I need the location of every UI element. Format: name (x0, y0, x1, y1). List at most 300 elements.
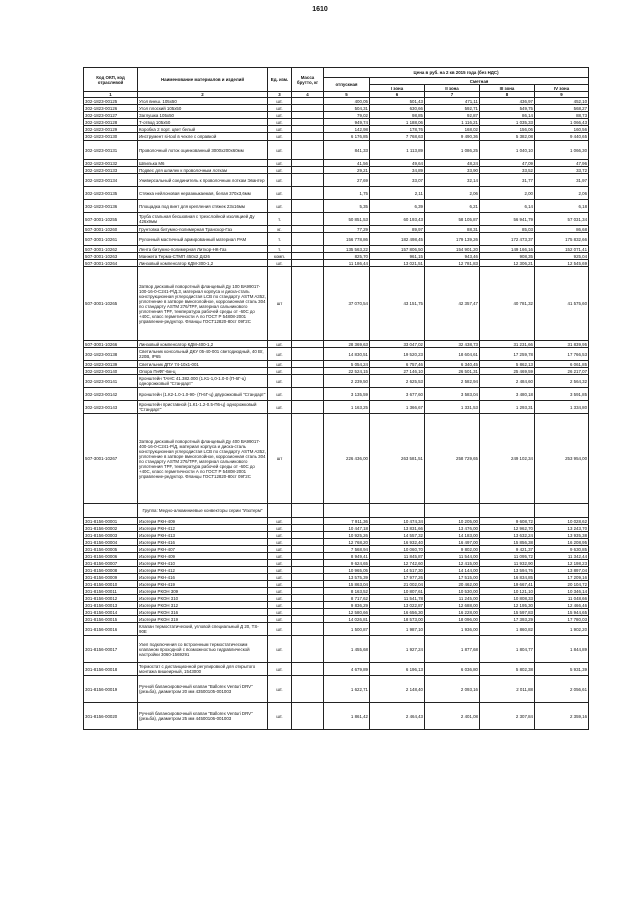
cell-price-zone-4: 10 028,62 (535, 518, 589, 525)
cell-price-zone-1: 14 557,32 (370, 532, 425, 539)
cell-name: Изотерм РКН-412 (138, 525, 268, 532)
cell-price-zone-1: 16 656,30 (370, 609, 425, 616)
table-row (84, 226, 589, 233)
cell-price-release: 3 135,59 (324, 388, 370, 401)
cell-name: Изотерм РКН-416 (138, 539, 268, 546)
cell-unit: шт. (268, 539, 292, 546)
table-row (84, 518, 589, 525)
cell-price-zone-1: 21 002,04 (370, 581, 425, 588)
cell-price-release: 10 965,05 (324, 567, 370, 574)
cell-price-zone-4: 1 334,80 (535, 401, 589, 414)
cell-code: 301-8156-00007 (84, 560, 138, 567)
cell-price-zone-2: 42 357,47 (425, 267, 480, 341)
cell-price-zone-3: 10 121,10 (480, 588, 535, 595)
table-row (84, 368, 589, 375)
cell-price-zone-4: 6 061,85 (535, 361, 589, 368)
cell-price-zone-3: 1 035,33 (480, 119, 535, 126)
cell-mass (292, 623, 324, 636)
cell-price-release: 28 369,63 (324, 341, 370, 348)
cell-code: 302-1823-00134 (84, 174, 138, 187)
table-row (84, 623, 589, 636)
cell-price-release: 14 830,51 (324, 348, 370, 361)
cell-price-zone-3: 5 802,38 (480, 663, 535, 676)
cell-unit: шт. (268, 375, 292, 388)
cell-price-zone-4: 1 066,30 (535, 141, 589, 160)
cell-price-zone-2: 13 476,00 (425, 525, 480, 532)
cell-mass (292, 253, 324, 260)
table-row (84, 388, 589, 401)
cell-price-zone-4: 1 066,43 (535, 119, 589, 126)
cell-price-zone-3: 17 259,78 (480, 348, 535, 361)
cell-price-zone-3: 549,75 (480, 105, 535, 112)
col-number: 3 (268, 92, 292, 98)
cell-code: 301-8156-00015 (84, 616, 138, 623)
cell-code: 301-8156-00010 (84, 581, 138, 588)
cell-price-zone-1: 7 768,63 (370, 133, 425, 141)
table-row (84, 98, 589, 105)
table-row (84, 595, 589, 602)
cell-price-release: 41,56 (324, 160, 370, 167)
cell-mass (292, 200, 324, 213)
group-empty-cell (84, 504, 138, 518)
cell-name: Угол внеш. 105х50 (138, 98, 268, 105)
cell-price-zone-4: 452,10 (535, 98, 589, 105)
cell-price-zone-2: 16 497,00 (425, 539, 480, 546)
cell-name: Изотерм РКОН 319 (138, 616, 268, 623)
cell-price-zone-1: 43 151,75 (370, 267, 425, 341)
table-row (84, 105, 589, 112)
table-row (84, 567, 589, 574)
cell-unit: шт. (268, 112, 292, 119)
cell-unit: шт. (268, 636, 292, 663)
table-row (84, 187, 589, 200)
table-row (84, 133, 589, 141)
cell-mass (292, 414, 324, 504)
header-zone-4: IV зона (535, 85, 589, 92)
cell-price-release: 1,75 (324, 187, 370, 200)
cell-price-zone-4: 20 104,72 (535, 581, 589, 588)
cell-price-zone-1: 60 193,43 (370, 213, 425, 226)
cell-price-zone-4: 17 780,03 (535, 616, 589, 623)
header-zone-3: III зона (480, 85, 535, 92)
cell-price-zone-2: 12 781,83 (425, 260, 480, 267)
cell-price-zone-3: 16 834,85 (480, 574, 535, 581)
header-name: Наименование материалов и изделий (138, 68, 268, 92)
cell-price-zone-3: 12 306,21 (480, 260, 535, 267)
cell-price-zone-4: 57 031,34 (535, 213, 589, 226)
cell-name: Затвор дисковый поворотный фланцевый Ду 100 ВА99017-100-16-0-С241-Р/Д.3, материал корпуса и диска-сталь конструкционная углеродистая LCB по стандарту ASTM A352, уплотнение в затворе вмноголойное, коррозионная сталь 304 по стандарту ASTM 276/TPF, материал сальникового уплотнения TPF, температура рабочей среды от -60С до +40С, класс герметичности А по ГОСТ Р 54808-2001 управление-редуктор. Фланцы ГОСТ12820-80ст 09Г2С (138, 267, 268, 341)
cell-price-zone-3: 9 421,37 (480, 546, 535, 553)
cell-mass (292, 595, 324, 602)
cell-code: 301-8156-00020 (84, 703, 138, 730)
cell-unit: шт. (268, 341, 292, 348)
table-row (84, 560, 589, 567)
cell-price-zone-3: 156,06 (480, 126, 535, 133)
cell-name: Грунтовка битумно-полимерная Транскор-Газ (138, 226, 268, 233)
cell-price-release: 13 575,39 (324, 574, 370, 581)
cell-price-zone-3: 31 231,66 (480, 341, 535, 348)
cell-price-zone-3: 19 667,41 (480, 581, 535, 588)
table-row (84, 574, 589, 581)
cell-name: Ручной балансировочный клапан "Ballorex Venturi DRV" (резьба), диаметром 20 мм 43500105-001003 (138, 676, 268, 703)
cell-price-zone-4: 6,18 (535, 200, 589, 213)
cell-mass (292, 525, 324, 532)
cell-price-zone-2: 10 205,00 (425, 518, 480, 525)
cell-price-zone-3: 15 856,38 (480, 539, 535, 546)
cell-code: 301-8156-00009 (84, 574, 138, 581)
cell-code: 507-3001-10265 (84, 267, 138, 341)
cell-unit: шт (268, 267, 292, 341)
cell-price-release: 10 925,26 (324, 532, 370, 539)
cell-code: 302-1823-00130 (84, 133, 138, 141)
cell-mass (292, 388, 324, 401)
cell-price-zone-3: 47,09 (480, 160, 535, 167)
cell-price-zone-2: 12 415,00 (425, 560, 480, 567)
cell-price-zone-2: 1 936,00 (425, 623, 480, 636)
cell-price-release: 7 568,94 (324, 546, 370, 553)
cell-code: 301-8156-00001 (84, 518, 138, 525)
table-row (84, 676, 589, 703)
cell-mass (292, 518, 324, 525)
cell-price-zone-2: 33,90 (425, 167, 480, 174)
cell-price-zone-2: 26 501,31 (425, 368, 480, 375)
cell-price-zone-4: 925,04 (535, 253, 589, 260)
cell-mass (292, 348, 324, 361)
cell-code: 302-1823-00129 (84, 126, 138, 133)
cell-unit: шт. (268, 388, 292, 401)
cell-price-zone-4: 13 243,70 (535, 525, 589, 532)
cell-price-zone-3: 5 862,13 (480, 361, 535, 368)
cell-price-release: 15 863,04 (324, 581, 370, 588)
header-mass: Масса брутто, кг (292, 68, 324, 92)
cell-code: 507-3001-10266 (84, 341, 138, 348)
header-code: Код ОКП, код отраслевой (84, 68, 138, 92)
cell-price-zone-3: 1 293,31 (480, 401, 535, 414)
cell-price-zone-3: 12 195,30 (480, 602, 535, 609)
cell-price-zone-2: 32 438,73 (425, 341, 480, 348)
cell-price-release: 50 851,53 (324, 213, 370, 226)
cell-price-zone-1: 13 022,87 (370, 602, 425, 609)
header-unit: Ед. изм. (268, 68, 292, 92)
cell-price-zone-3: 56 941,79 (480, 213, 535, 226)
cell-price-zone-3: 1 804,77 (480, 636, 535, 663)
cell-price-zone-4: 9 630,85 (535, 546, 589, 553)
cell-price-zone-2: 258 729,65 (425, 414, 480, 504)
table-row (84, 703, 589, 730)
cell-price-release: 11 186,44 (324, 260, 370, 267)
col-number: 2 (138, 92, 268, 98)
cell-code: 507-3001-10255 (84, 213, 138, 226)
cell-price-zone-2: 14 183,00 (425, 532, 480, 539)
table-row (84, 539, 589, 546)
cell-mass (292, 167, 324, 174)
cell-price-zone-2: 592,71 (425, 105, 480, 112)
header-estimated: Сметная (370, 78, 589, 85)
cell-price-zone-4: 17 209,16 (535, 574, 589, 581)
cell-price-zone-3: 3 480,18 (480, 388, 535, 401)
cell-mass (292, 119, 324, 126)
cell-price-zone-3: 6,14 (480, 200, 535, 213)
cell-mass (292, 588, 324, 595)
cell-price-zone-4: 2,06 (535, 187, 589, 200)
table-row (84, 602, 589, 609)
cell-name: Изотерм РКН-407 (138, 546, 268, 553)
cell-code: 302-1823-00140 (84, 368, 138, 375)
cell-price-zone-3: 1 860,82 (480, 623, 535, 636)
cell-unit: т. (268, 246, 292, 253)
cell-price-zone-1: 16 932,40 (370, 539, 425, 546)
cell-unit: шт. (268, 518, 292, 525)
header-zone-1: I зона (370, 85, 425, 92)
cell-price-zone-1: 18 573,00 (370, 616, 425, 623)
cell-name: Изотерм РКН-409 (138, 518, 268, 525)
cell-price-zone-2: 20 462,00 (425, 581, 480, 588)
cell-price-zone-4: 5 931,39 (535, 663, 589, 676)
col-number: 5 (324, 92, 370, 98)
table-row (84, 253, 589, 260)
cell-price-zone-2: 1 086,25 (425, 141, 480, 160)
cell-mass (292, 213, 324, 226)
cell-unit: шт. (268, 609, 292, 616)
cell-price-release: 142,98 (324, 126, 370, 133)
cell-price-zone-1: 1 188,06 (370, 119, 425, 126)
cell-price-zone-3: 11 095,72 (480, 553, 535, 560)
cell-mass (292, 539, 324, 546)
cell-mass (292, 160, 324, 167)
cell-mass (292, 126, 324, 133)
cell-price-zone-2: 88,31 (425, 226, 480, 233)
cell-price-zone-1: 98,85 (370, 112, 425, 119)
cell-mass (292, 233, 324, 246)
cell-price-zone-2: 1 331,53 (425, 401, 480, 414)
cell-name: Опора ПнФГ-6м-ц (138, 368, 268, 375)
cell-price-zone-4: 10 346,14 (535, 588, 589, 595)
cell-code: 302-1823-00128 (84, 119, 138, 126)
cell-price-release: 1 622,71 (324, 676, 370, 703)
cell-name: Кронштейн (1.К2-1.0-1.0-90- (П-6Г-ц) двурожковый "Стандарт" (138, 388, 268, 401)
cell-price-zone-1: 961,15 (370, 253, 425, 260)
cell-price-release: 27,69 (324, 174, 370, 187)
cell-mass (292, 602, 324, 609)
cell-unit: шт. (268, 602, 292, 609)
cell-price-zone-3: 33,52 (480, 167, 535, 174)
cell-price-zone-2: 168,02 (425, 126, 480, 133)
cell-code: 301-8156-00011 (84, 588, 138, 595)
cell-price-zone-4: 568,27 (535, 105, 589, 112)
cell-price-release: 6 176,85 (324, 133, 370, 141)
cell-unit: шт. (268, 703, 292, 730)
header-price-title: Цена в руб. на 2 кв 2015 года (без НДС) (324, 68, 589, 78)
cell-price-zone-1: 89,97 (370, 226, 425, 233)
cell-price-zone-4: 12 198,23 (535, 560, 589, 567)
cell-price-zone-2: 16 228,00 (425, 609, 480, 616)
cell-price-release: 1 163,25 (324, 401, 370, 414)
cell-price-zone-2: 2 582,94 (425, 375, 480, 388)
cell-price-zone-1: 12 742,60 (370, 560, 425, 567)
cell-price-zone-2: 14 144,00 (425, 567, 480, 574)
cell-name: Изотерм РКН-416 (138, 574, 268, 581)
cell-name: Кронштейн приставной (1.К1-1.2-0.5-П6-ц) однорожковый "Стандарт" (138, 401, 268, 414)
cell-name: Проволочный лоток оцинкованный 3000х200х60мм (138, 141, 268, 160)
cell-unit: шт. (268, 581, 292, 588)
cell-mass (292, 581, 324, 588)
table-row (84, 414, 589, 504)
cell-name: Площадка под винт для крепления стяжек 23х16мм (138, 200, 268, 213)
cell-price-release: 5,35 (324, 200, 370, 213)
cell-price-release: 226 436,00 (324, 414, 370, 504)
cell-price-zone-1: 3 677,60 (370, 388, 425, 401)
cell-price-zone-4: 9 440,65 (535, 133, 589, 141)
cell-name: Инструмент si-tool в чехле с оправкой (138, 133, 268, 141)
cell-price-zone-1: 630,66 (370, 105, 425, 112)
cell-price-zone-2: 6,21 (425, 200, 480, 213)
cell-name: Изотерм РКОН 312 (138, 602, 268, 609)
cell-price-zone-3: 249 102,34 (480, 414, 535, 504)
cell-unit: шт. (268, 567, 292, 574)
cell-price-release: 8 717,62 (324, 595, 370, 602)
cell-price-release: 7 911,36 (324, 518, 370, 525)
cell-price-zone-3: 11 932,90 (480, 560, 535, 567)
table-row (84, 126, 589, 133)
cell-price-zone-4: 1 902,20 (535, 623, 589, 636)
cell-code: 301-8156-00013 (84, 602, 138, 609)
cell-name: Затвор дисковый поворотный фланцевый Ду 400 ВА99017-400-16-0-С241-Р/Д, материал корпуса и диска-сталь конструкционная углеродистая LCB по стандарту ASTM A352, уплотнение в затворе вмноголойное, коррозионная сталь 304 по стандарту ASTM 276/TPF, материал сальникового уплотнения TPF, температура рабочей среды от -60С до +40С, класс герметичности А по ГОСТ Р 54808-2001 управление-редуктор. Фланцы ГОСТ12820-80ст 09Г2С (138, 414, 268, 504)
cell-price-zone-3: 86,14 (480, 112, 535, 119)
table-row (84, 348, 589, 361)
cell-name: Светильник ДПУ 74-10х1-001 (138, 361, 268, 368)
cell-mass (292, 676, 324, 703)
cell-name: Труба стальная бесшовная с трехслойной изоляцией Ду 426х9мм (138, 213, 268, 226)
cell-name: Т-отвод 105х50 (138, 119, 268, 126)
cell-unit: шт. (268, 553, 292, 560)
cell-price-release: 22 524,15 (324, 368, 370, 375)
table-row (84, 401, 589, 414)
cell-unit: шт (268, 414, 292, 504)
cell-mass (292, 267, 324, 341)
cell-price-zone-4: 11 048,66 (535, 595, 589, 602)
cell-unit: т. (268, 213, 292, 226)
cell-code: 507-3001-10262 (84, 246, 138, 253)
cell-price-release: 14 026,81 (324, 616, 370, 623)
cell-code: 302-1823-00135 (84, 187, 138, 200)
cell-unit: шт. (268, 595, 292, 602)
cell-name: Термостат с дистанционной регулировкой для открытого монтажа вишеирный, 1543000 (138, 663, 268, 676)
cell-unit: комп. (268, 253, 292, 260)
cell-mass (292, 133, 324, 141)
cell-name: Подвес для шпилек к проволочным лоткам (138, 167, 268, 174)
cell-name: Шпилька М6 (138, 160, 268, 167)
cell-price-zone-2: 154 901,20 (425, 246, 480, 253)
cell-price-zone-3: 2 484,60 (480, 375, 535, 388)
cell-price-zone-1: 2,11 (370, 187, 425, 200)
cell-code: 302-1823-00143 (84, 401, 138, 414)
cell-price-zone-4: 152 071,41 (535, 246, 589, 253)
table-row (84, 525, 589, 532)
cell-mass (292, 246, 324, 253)
cell-mass (292, 174, 324, 187)
cell-unit: шт. (268, 348, 292, 361)
cell-price-zone-2: 179 139,26 (425, 233, 480, 246)
cell-price-zone-4: 1 844,89 (535, 636, 589, 663)
cell-code: 507-3001-10260 (84, 226, 138, 233)
cell-price-zone-2: 92,87 (425, 112, 480, 119)
cell-price-zone-4: 2 359,16 (535, 703, 589, 730)
cell-price-zone-2: 2 401,08 (425, 703, 480, 730)
table-row (84, 581, 589, 588)
cell-code: 302-1823-00126 (84, 105, 138, 112)
cell-mass (292, 112, 324, 119)
cell-name: Изотерм РКН-413 (138, 532, 268, 539)
cell-unit: шт. (268, 141, 292, 160)
cell-price-zone-1: 182 498,45 (370, 233, 425, 246)
cell-mass (292, 636, 324, 663)
cell-name: Узел подключения со встроенным термостатическим клапаном проходной с возможностью гидравлической настройки 3060-1569291 (138, 636, 268, 663)
cell-price-zone-1: 10 474,34 (370, 518, 425, 525)
cell-price-zone-4: 13 897,04 (535, 567, 589, 574)
header-zone-2: II зона (425, 85, 480, 92)
cell-price-zone-1: 1 987,10 (370, 623, 425, 636)
cell-price-zone-3: 436,97 (480, 98, 535, 105)
cell-name: Изотерм РКН-409 (138, 553, 268, 560)
cell-price-zone-1: 34,89 (370, 167, 425, 174)
cell-price-zone-2: 2,06 (425, 187, 480, 200)
cell-code: 302-1823-00132 (84, 160, 138, 167)
cell-price-zone-4: 33,72 (535, 167, 589, 174)
cell-code: 301-8156-00017 (84, 636, 138, 663)
cell-price-release: 9 836,29 (324, 602, 370, 609)
cell-unit: т. (268, 233, 292, 246)
table-row (84, 267, 589, 341)
cell-price-zone-1: 6 757,46 (370, 361, 425, 368)
cell-unit: шт. (268, 160, 292, 167)
cell-code: 302-1823-00139 (84, 361, 138, 368)
cell-name: Угол плоский 105х50 (138, 105, 268, 112)
cell-unit: шт. (268, 623, 292, 636)
cell-name: Изотерм РКОН 310 (138, 595, 268, 602)
cell-unit: шт. (268, 546, 292, 553)
cell-price-release: 135 563,22 (324, 246, 370, 253)
cell-price-release: 400,05 (324, 98, 370, 105)
cell-price-release: 1 500,87 (324, 623, 370, 636)
cell-price-zone-2: 471,11 (425, 98, 480, 105)
cell-price-release: 29,21 (324, 167, 370, 174)
page-number: 1610 (312, 6, 328, 13)
cell-price-zone-3: 908,35 (480, 253, 535, 260)
table-row (84, 233, 589, 246)
cell-price-zone-4: 175 832,66 (535, 233, 589, 246)
cell-price-zone-2: 6 036,80 (425, 663, 480, 676)
cell-mass (292, 368, 324, 375)
cell-mass (292, 560, 324, 567)
cell-price-release: 37 070,54 (324, 267, 370, 341)
group-title: Группа: Медно-алюминиевые конвекторы серии "Изотерм" (138, 504, 268, 518)
cell-mass (292, 663, 324, 676)
table-row (84, 361, 589, 368)
cell-price-zone-1: 263 581,51 (370, 414, 425, 504)
cell-name: Клапан термостатический, угловой специальный Д 20, TS-90E (138, 623, 268, 636)
cell-mass (292, 609, 324, 616)
cell-price-zone-1: 157 806,50 (370, 246, 425, 253)
cell-code: 301-8156-00003 (84, 532, 138, 539)
cell-name: Рулонный мастичный армированный материал РАМ (138, 233, 268, 246)
cell-price-zone-4: 16 208,95 (535, 539, 589, 546)
cell-price-zone-1: 2 464,43 (370, 703, 425, 730)
cell-price-zone-1: 10 807,61 (370, 588, 425, 595)
cell-mass (292, 401, 324, 414)
cell-price-zone-3: 1 040,10 (480, 141, 535, 160)
cell-price-zone-3: 17 393,29 (480, 616, 535, 623)
cell-mass (292, 341, 324, 348)
